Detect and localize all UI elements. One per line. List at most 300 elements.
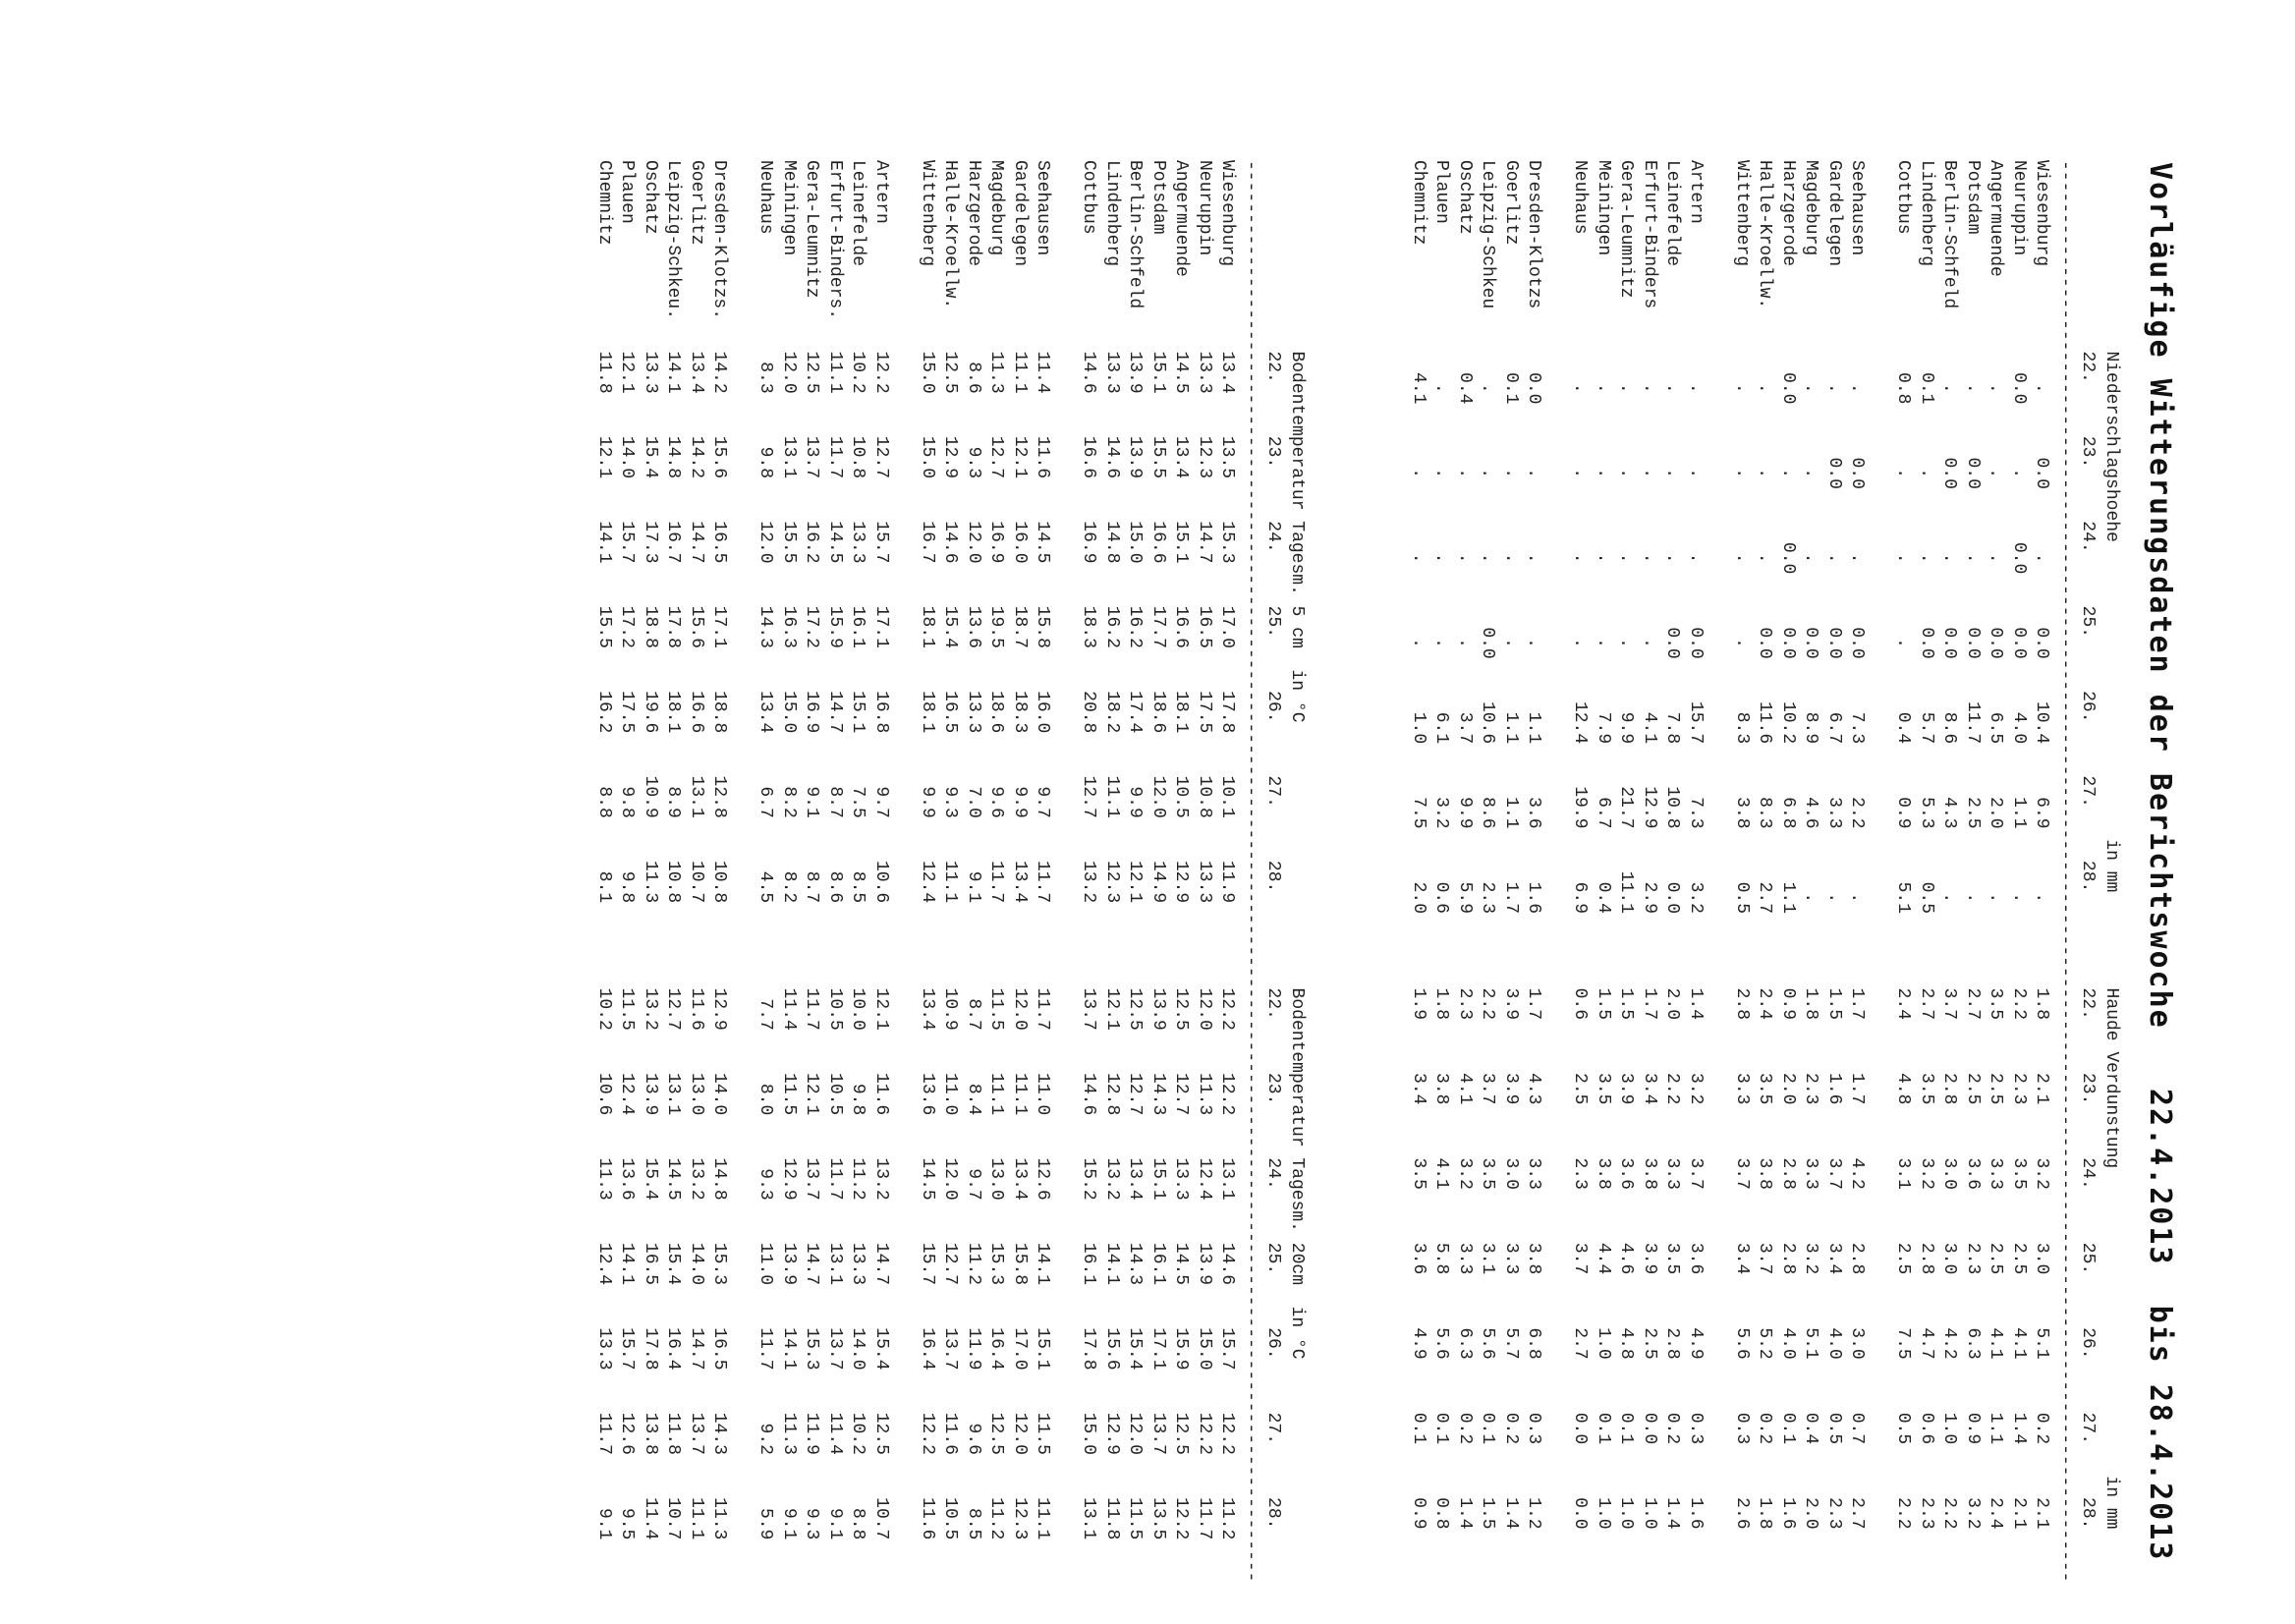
left-value-cell: 2.5: [1963, 775, 1983, 861]
left-value-cell: .: [1478, 521, 1498, 606]
station-name: Artern: [871, 160, 891, 224]
right-value-cell: 10.9: [940, 987, 961, 1074]
left-value-cell: .: [1917, 521, 1936, 606]
left-value-cell: 8.3: [756, 351, 776, 436]
right-value-cell: 1.5: [1616, 987, 1637, 1074]
table-row: [1499, 160, 1523, 1583]
station-name: Leipzig-Schkeu: [1478, 160, 1498, 309]
left-value-cell: 11.3: [986, 351, 1007, 436]
right-value-cell: 3.0: [1939, 1242, 1960, 1328]
right-value-cell: 13.4: [918, 987, 937, 1074]
right-value-cell: 11.5: [1033, 1412, 1053, 1498]
left-value-cell: 10.2: [1778, 691, 1798, 776]
left-value-cell: .: [1501, 521, 1521, 606]
left-value-cell: 15.7: [871, 521, 891, 606]
station-name: Erfurt-Binders: [1640, 160, 1659, 309]
right-value-cell: 2.3: [1824, 1497, 1844, 1583]
left-value-cell: .: [2032, 860, 2052, 946]
left-value-cell: 0.4: [1893, 691, 1914, 776]
left-value-cell: 13.4: [1010, 860, 1030, 946]
right-value-cell: 10.5: [825, 1073, 845, 1158]
left-value-cell: 13.3: [641, 351, 660, 436]
left-value-cell: 18.1: [663, 691, 684, 776]
left-value-cell: 12.5: [802, 351, 822, 436]
station-name: Cottbus: [1079, 160, 1099, 235]
right-value-cell: 16.4: [663, 1327, 684, 1413]
left-value-cell: 14.9: [1148, 860, 1168, 946]
station-name: Wiesenburg: [1217, 160, 1238, 267]
right-value-cell: 0.5: [1893, 1412, 1914, 1498]
right-value-cell: 12.9: [709, 987, 730, 1074]
right-value-cell: 12.0: [1195, 987, 1214, 1074]
left-value-cell: 3.3: [1824, 775, 1844, 861]
right-value-cell: 12.7: [1171, 1073, 1192, 1158]
left-value-cell: 12.9: [940, 435, 961, 522]
left-value-cell: 7.0: [964, 775, 983, 861]
left-section-header: Niederschlagshoehe in mm: [2101, 351, 2121, 893]
right-value-cell: 14.1: [617, 1242, 638, 1328]
left-value-cell: 16.9: [986, 521, 1007, 606]
left-value-cell: 18.6: [986, 691, 1007, 776]
station-name: Erfurt-Binders.: [825, 160, 845, 320]
right-value-cell: 11.5: [617, 987, 638, 1074]
left-value-cell: .: [1824, 351, 1844, 436]
left-value-cell: 11.1: [825, 351, 845, 436]
left-value-cell: 0.0: [1478, 605, 1498, 692]
left-value-cell: .: [1570, 435, 1591, 522]
table-row: [1614, 160, 1638, 1583]
left-value-cell: 8.6: [1939, 691, 1960, 776]
right-value-cell: 17.8: [641, 1327, 660, 1413]
station-name: Potsdam: [1963, 160, 1983, 235]
right-value-cell: 0.1: [1431, 1412, 1452, 1498]
right-value-cell: 15.3: [802, 1327, 822, 1413]
left-value-cell: .: [1640, 521, 1659, 606]
right-value-cell: 4.1: [1431, 1157, 1452, 1243]
left-value-cell: 13.4: [1171, 435, 1192, 522]
right-value-cell: 15.3: [986, 1242, 1007, 1328]
left-value-cell: 15.7: [1686, 691, 1706, 776]
right-value-cell: 3.5: [1662, 1242, 1683, 1328]
right-value-cell: 10.2: [594, 987, 614, 1074]
table-row: [1568, 160, 1592, 1583]
right-value-cell: 11.8: [1102, 1497, 1122, 1583]
right-value-cell: 2.3: [1917, 1497, 1936, 1583]
left-value-cell: 16.5: [709, 521, 730, 606]
right-value-cell: 11.3: [779, 1412, 799, 1498]
left-value-cell: 4.5: [756, 860, 776, 946]
right-value-cell: 12.9: [779, 1157, 799, 1243]
right-value-cell: 12.2: [1171, 1497, 1192, 1583]
right-value-cell: 16.4: [918, 1327, 937, 1413]
right-value-cell: 2.2: [2009, 987, 2029, 1074]
right-value-cell: 11.3: [1195, 1073, 1214, 1158]
left-value-cell: 9.1: [964, 860, 983, 946]
right-value-cell: 12.0: [1010, 987, 1030, 1074]
right-value-cell: 2.3: [2009, 1073, 2029, 1158]
left-value-cell: 14.8: [1102, 521, 1122, 606]
right-value-cell: 3.3: [1455, 1242, 1475, 1328]
left-value-cell: 17.2: [617, 605, 638, 692]
right-value-cell: 14.8: [709, 1157, 730, 1243]
right-value-cell: 11.9: [964, 1327, 983, 1413]
station-name: Chemnitz: [594, 160, 614, 246]
left-value-cell: 11.7: [1033, 860, 1053, 946]
right-value-cell: 2.4: [1755, 987, 1775, 1074]
left-value-cell: 0.0: [1801, 605, 1821, 692]
right-value-cell: 4.3: [1524, 1073, 1544, 1158]
left-value-cell: 1.1: [1501, 775, 1521, 861]
table-row: [1822, 160, 1846, 1583]
right-value-cell: 3.6: [1616, 1157, 1637, 1243]
left-value-cell: 6.5: [1986, 691, 2006, 776]
left-value-cell: 0.0: [1824, 435, 1844, 522]
table-row: [823, 160, 847, 1583]
station-name: Berlin-Schfeld: [1939, 160, 1960, 309]
left-value-cell: 13.4: [756, 691, 776, 776]
right-value-cell: 11.0: [1033, 1073, 1053, 1158]
left-value-cell: 12.1: [617, 351, 638, 436]
left-value-cell: 14.5: [1171, 351, 1192, 436]
right-value-cell: 1.5: [1594, 987, 1613, 1074]
left-value-cell: .: [1986, 860, 2006, 946]
left-value-cell: 14.3: [756, 605, 776, 692]
station-name: Leipzig-Schkeu.: [663, 160, 684, 320]
right-value-cell: 13.2: [871, 1157, 891, 1243]
right-value-cell: 1.7: [1847, 987, 1868, 1074]
right-value-cell: 2.8: [1939, 1073, 1960, 1158]
right-value-cell: 12.1: [871, 987, 891, 1074]
left-value-cell: 0.0: [1755, 605, 1775, 692]
table-row: [639, 160, 662, 1583]
left-value-cell: 10.8: [1195, 775, 1214, 861]
left-value-cell: 8.6: [1478, 775, 1498, 861]
right-value-cell: 16.1: [1079, 1242, 1099, 1328]
left-value-cell: 9.9: [1455, 775, 1475, 861]
right-value-cell: 3.7: [1686, 1157, 1706, 1243]
left-value-cell: 0.5: [1732, 860, 1752, 946]
station-name: Angermuende: [1986, 160, 2006, 277]
station-name: Gardelegen: [1010, 160, 1030, 267]
station-name: Oschatz: [641, 160, 660, 235]
right-value-cell: 12.5: [871, 1412, 891, 1498]
left-value-cell: 8.3: [1755, 775, 1775, 861]
left-value-cell: .: [1616, 351, 1637, 436]
left-value-cell: 12.9: [1171, 860, 1192, 946]
left-value-cell: 0.1: [1917, 351, 1936, 436]
left-value-cell: 14.1: [663, 351, 684, 436]
right-value-cell: 0.3: [1732, 1412, 1752, 1498]
right-value-cell: 11.5: [1125, 1497, 1146, 1583]
right-value-cell: 12.4: [617, 1073, 638, 1158]
left-value-cell: 10.1: [1217, 775, 1238, 861]
right-value-cell: 13.9: [1148, 987, 1168, 1074]
left-value-cell: .: [1662, 435, 1683, 522]
left-value-cell: 13.3: [964, 691, 983, 776]
left-value-cell: 9.3: [940, 775, 961, 861]
left-value-cell: 18.7: [1010, 605, 1030, 692]
left-value-cell: 16.6: [1079, 435, 1099, 522]
right-value-cell: 13.7: [1148, 1412, 1168, 1498]
left-value-cell: 13.6: [964, 605, 983, 692]
left-value-cell: 14.7: [687, 521, 706, 606]
left-value-cell: .: [1662, 521, 1683, 606]
left-value-cell: 11.9: [1217, 860, 1238, 946]
right-value-cell: 11.6: [940, 1412, 961, 1498]
left-value-cell: 17.3: [641, 521, 660, 606]
right-value-cell: 11.1: [687, 1497, 706, 1583]
right-value-cell: 10.2: [848, 1412, 868, 1498]
right-value-cell: 0.2: [1501, 1412, 1521, 1498]
right-value-cell: 13.1: [1217, 1157, 1238, 1243]
right-section-header: Haude Verdunstung in mm: [2101, 987, 2121, 1530]
right-value-cell: 5.6: [1732, 1327, 1752, 1413]
left-value-cell: 15.0: [779, 691, 799, 776]
table-row: [1730, 160, 1754, 1583]
right-value-cell: 13.7: [940, 1327, 961, 1413]
left-value-cell: .: [1409, 435, 1428, 522]
right-value-cell: 3.2: [1801, 1242, 1821, 1328]
right-value-cell: 3.7: [1732, 1157, 1752, 1243]
right-value-cell: 1.5: [1824, 987, 1844, 1074]
left-value-cell: .: [1431, 435, 1452, 522]
table-row: [1891, 160, 1915, 1583]
left-value-cell: 4.1: [1409, 351, 1428, 436]
left-value-cell: 2.0: [1409, 860, 1428, 946]
left-value-cell: 12.3: [1195, 435, 1214, 522]
right-value-cell: 12.7: [1125, 1073, 1146, 1158]
right-value-cell: 2.5: [2009, 1242, 2029, 1328]
right-value-cell: 12.0: [1125, 1412, 1146, 1498]
right-value-cell: 5.1: [1801, 1327, 1821, 1413]
right-value-cell: 5.6: [1478, 1327, 1498, 1413]
left-value-cell: 12.0: [779, 351, 799, 436]
right-value-cell: 12.4: [594, 1242, 614, 1328]
left-value-cell: 11.7: [986, 860, 1007, 946]
left-value-cell: 8.7: [802, 860, 822, 946]
right-value-cell: 8.0: [756, 1073, 776, 1158]
right-value-cell: 13.5: [1148, 1497, 1168, 1583]
right-value-cell: 11.2: [848, 1157, 868, 1243]
left-value-cell: 11.7: [1963, 691, 1983, 776]
right-value-cell: 3.2: [1963, 1497, 1983, 1583]
left-value-cell: 18.1: [1171, 691, 1192, 776]
right-value-cell: 0.9: [1963, 1412, 1983, 1498]
right-value-cell: 3.3: [1524, 1157, 1544, 1243]
right-value-cell: 14.0: [687, 1242, 706, 1328]
left-value-cell: 13.2: [1079, 860, 1099, 946]
left-value-cell: 16.7: [918, 521, 937, 606]
right-value-cell: 12.0: [940, 1157, 961, 1243]
right-value-cell: 3.4: [1732, 1242, 1752, 1328]
group-spacer: [1707, 160, 1730, 1583]
right-value-cell: 2.0: [1801, 1497, 1821, 1583]
group-spacer: [1869, 160, 1892, 1583]
left-value-cell: 0.0: [1686, 605, 1706, 692]
right-value-cell: 12.2: [1217, 1073, 1238, 1158]
left-value-cell: .: [1963, 521, 1983, 606]
right-value-cell: 1.4: [1501, 1497, 1521, 1583]
left-value-cell: 17.2: [802, 605, 822, 692]
right-value-cell: 2.8: [1732, 987, 1752, 1074]
left-value-cell: 17.8: [663, 605, 684, 692]
left-value-cell: 16.6: [1171, 605, 1192, 692]
left-value-cell: 2.2: [1847, 775, 1868, 861]
right-value-cell: 1.6: [1824, 1073, 1844, 1158]
table-row: [615, 160, 639, 1583]
right-value-cell: 0.5: [1824, 1412, 1844, 1498]
right-value-cell: 11.1: [1033, 1497, 1053, 1583]
right-value-cell: 14.3: [709, 1412, 730, 1498]
right-value-cell: 1.0: [1616, 1497, 1637, 1583]
left-value-cell: 0.0: [2009, 605, 2029, 692]
right-value-cell: 15.4: [663, 1242, 684, 1328]
left-value-cell: 15.4: [641, 435, 660, 522]
left-value-cell: 0.0: [2032, 435, 2052, 522]
left-value-cell: 12.7: [871, 435, 891, 522]
right-value-cell: 3.7: [1824, 1157, 1844, 1243]
right-value-cell: 11.3: [709, 1497, 730, 1583]
right-value-cell: 11.4: [779, 987, 799, 1074]
right-value-cell: 4.7: [1917, 1327, 1936, 1413]
left-value-cell: 6.1: [1431, 691, 1452, 776]
right-value-cell: 14.7: [687, 1327, 706, 1413]
right-value-cell: 1.0: [1594, 1327, 1613, 1413]
right-value-cell: 0.2: [1455, 1412, 1475, 1498]
left-value-cell: .: [1594, 605, 1613, 692]
right-value-cell: 12.7: [663, 987, 684, 1074]
right-value-cell: 14.1: [779, 1327, 799, 1413]
left-value-cell: .: [1801, 351, 1821, 436]
left-value-cell: .: [1801, 435, 1821, 522]
right-value-cell: 4.4: [1594, 1242, 1613, 1328]
right-value-cell: 3.9: [1501, 987, 1521, 1074]
station-name: Berlin-Schfeld: [1125, 160, 1146, 309]
right-value-cell: 3.1: [1893, 1157, 1914, 1243]
right-value-cell: 0.2: [1755, 1412, 1775, 1498]
left-value-cell: 9.7: [1033, 775, 1053, 861]
table-row: [1008, 160, 1032, 1583]
station-name: Dresden-Klotzs: [1524, 160, 1544, 309]
right-value-cell: 2.8: [1917, 1242, 1936, 1328]
right-value-cell: 11.5: [986, 987, 1007, 1074]
station-name: Meiningen: [1594, 160, 1613, 256]
station-name: Oschatz: [1455, 160, 1475, 235]
table-row: [1845, 160, 1869, 1583]
left-value-cell: .: [1732, 351, 1752, 436]
group-spacer: [731, 160, 755, 1583]
right-value-cell: 2.8: [1778, 1157, 1798, 1243]
right-value-cell: 13.3: [1171, 1157, 1192, 1243]
right-value-cell: 3.5: [1986, 987, 2006, 1074]
right-value-cell: 2.5: [1570, 1073, 1591, 1158]
right-value-cell: 15.3: [709, 1242, 730, 1328]
right-value-cell: 3.9: [1501, 1073, 1521, 1158]
right-value-cell: 13.7: [687, 1412, 706, 1498]
left-value-cell: 15.3: [1217, 521, 1238, 606]
right-value-cell: 11.2: [986, 1497, 1007, 1583]
table-row: [685, 160, 708, 1583]
left-value-cell: 14.7: [825, 691, 845, 776]
left-value-cell: 13.1: [687, 775, 706, 861]
left-value-cell: .: [1939, 351, 1960, 436]
right-value-cell: 13.2: [1102, 1157, 1122, 1243]
left-value-cell: 10.6: [1478, 691, 1498, 776]
right-value-cell: 14.5: [663, 1157, 684, 1243]
right-value-cell: 3.4: [1640, 1073, 1659, 1158]
left-day-labels: 22. 23. 24. 25. 26. 27. 28.: [2078, 351, 2099, 893]
right-value-cell: 3.6: [1686, 1242, 1706, 1328]
right-value-cell: 13.1: [1079, 1497, 1099, 1583]
left-value-cell: 3.2: [1431, 775, 1452, 861]
dashed-rule: --------------------------------------------------------------------------------------------------------------------------------------: [1241, 160, 1260, 1583]
right-value-cell: 13.2: [687, 1157, 706, 1243]
left-value-cell: 21.7: [1616, 775, 1637, 861]
table-row: [592, 160, 616, 1583]
left-value-cell: 5.7: [1917, 691, 1936, 776]
right-value-cell: 3.2: [1455, 1157, 1475, 1243]
station-name: Cottbus: [1893, 160, 1914, 235]
left-value-cell: 10.8: [709, 860, 730, 946]
right-value-cell: 1.8: [1431, 987, 1452, 1074]
right-value-cell: 11.5: [779, 1073, 799, 1158]
station-name: Gera-Leumnitz: [802, 160, 822, 299]
left-value-cell: 8.9: [1801, 691, 1821, 776]
station-name: Seehausen: [1033, 160, 1053, 256]
left-value-cell: 13.5: [1217, 435, 1238, 522]
right-value-cell: 2.1: [2032, 1073, 2052, 1158]
left-value-cell: .: [1431, 521, 1452, 606]
left-value-cell: .: [1594, 351, 1613, 436]
left-value-cell: 6.8: [1778, 775, 1798, 861]
right-value-cell: 10.6: [594, 1073, 614, 1158]
left-value-cell: 16.2: [594, 691, 614, 776]
right-value-cell: 2.5: [1640, 1327, 1659, 1413]
table-row: [661, 160, 685, 1583]
right-value-cell: 4.2: [1939, 1327, 1960, 1413]
left-value-cell: 8.3: [1732, 691, 1752, 776]
right-value-cell: 14.1: [1033, 1242, 1053, 1328]
right-value-cell: 4.8: [1616, 1327, 1637, 1413]
right-value-cell: 11.4: [641, 1497, 660, 1583]
left-value-cell: .: [1732, 521, 1752, 606]
left-value-cell: 13.3: [1102, 351, 1122, 436]
table-row: [1961, 160, 1985, 1583]
right-value-cell: 5.6: [1431, 1327, 1452, 1413]
right-value-cell: 1.8: [1801, 987, 1821, 1074]
right-value-cell: 9.1: [594, 1497, 614, 1583]
right-value-cell: 3.3: [1732, 1073, 1752, 1158]
left-value-cell: .: [2009, 435, 2029, 522]
right-value-cell: 8.8: [848, 1497, 868, 1583]
right-value-cell: 16.5: [641, 1242, 660, 1328]
table-row: [846, 160, 869, 1583]
left-value-cell: 18.2: [1102, 691, 1122, 776]
right-value-cell: 11.1: [1010, 1073, 1030, 1158]
left-value-cell: .: [1616, 605, 1637, 692]
group-spacer: [1054, 160, 1078, 1583]
right-value-cell: 1.4: [1686, 987, 1706, 1074]
station-name: Neuhaus: [1570, 160, 1591, 235]
right-value-cell: 3.7: [1478, 1073, 1498, 1158]
soil-temperature-table: [592, 160, 1309, 1583]
right-value-cell: 2.1: [2009, 1497, 2029, 1583]
station-name: Goerlitz: [687, 160, 706, 246]
left-value-cell: 0.8: [1893, 351, 1914, 436]
left-value-cell: 0.5: [1917, 860, 1936, 946]
left-value-cell: 0.0: [2009, 521, 2029, 606]
group-spacer: [1545, 160, 1569, 1583]
